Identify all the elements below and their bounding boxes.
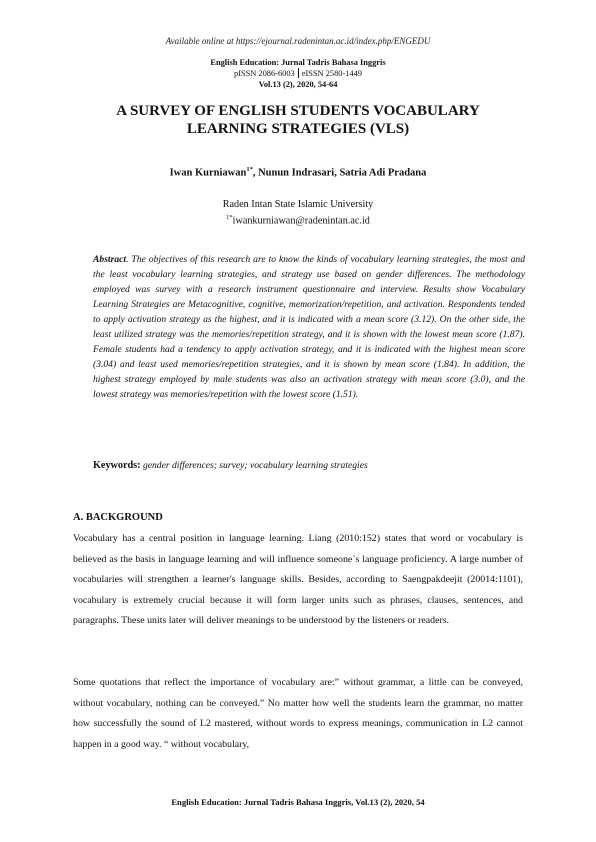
author-email[interactable]: iwankurniawan@radenintan.ac.id: [232, 215, 370, 227]
institution: Raden Intan State Islamic University: [222, 199, 374, 210]
issn-separator: [298, 68, 299, 78]
affiliation: [0, 198, 596, 227]
paper-title: [60, 103, 536, 138]
eissn: eISSN 2580-1449: [301, 69, 362, 78]
title-line-1: A SURVEY OF ENGLISH STUDENTS VOCABULARY: [116, 103, 480, 119]
author-list: [0, 166, 596, 179]
issn-line: [0, 68, 596, 79]
title-line-2: LEARNING STRATEGIES (VLS): [186, 120, 410, 137]
other-authors: , Nunun Indrasari, Satria Adi Pradana: [252, 167, 427, 179]
page-footer: English Education: Jurnal Tadris Bahasa Inggris, Vol.13 (2), 2020, 54: [171, 797, 425, 807]
body-paragraph-1: Vocabulary has a central position in language learning. Liang (2010:152) states that word or vocabulary is believed as the basis in language learning and will influence someone`s language proficiency. A large number of vocabularies will strengthen a learner's language skills. Besides, according to Saengpakdeejit (20014:1101), vocabulary is extremely crucial because it will form larger units such as phrases, clauses, sentences, and paragraphs. These units later will deliver meanings to be understood by the listeners or readers.: [73, 533, 523, 627]
availability-note: Available online at https://ejournal.radenintan.ac.id/index.php/ENGEDU: [165, 36, 431, 46]
abstract-text: . The objectives of this research are to know the kinds of vocabulary learning strategies, the most and the least vocabulary learning strategies, and strategy use based on gender differences. The methodology employed was survey with a research instrument questionnaire and interview. Results show Vocabulary Learning Strategies are Metacognitive, cognitive, memorization/repetition, and activation. Respondents tended to apply activation strategy as the highest, and it is indicated with a mean score (3.12). On the other side, the least utilized strategy was the memories/repetition strategy, and it is shown with the lowest mean score (1.87). Female students had a tendency to apply activation strategy, and it is indicated with the highest mean score (3.04) and least used memories/repetition strategies, and it is shown by mean score (1.84). In addition, the highest strategy employed by male students was also an activation strategy with mean score (3.0), and the lowest strategy was memories/repetition with the lowest score (1.51).: [93, 254, 525, 401]
keywords-label: Keywords:: [93, 460, 141, 471]
journal-info: [0, 57, 596, 90]
pissn: pISSN 2086-6003: [234, 69, 295, 78]
author-marker: 1*: [246, 166, 253, 173]
keywords: [93, 460, 525, 471]
section-heading: A. BACKGROUND: [73, 512, 163, 523]
journal-name: English Education: Jurnal Tadris Bahasa Inggris: [210, 58, 386, 67]
email-marker: 1*: [226, 214, 233, 221]
volume-info: Vol.13 (2), 2020, 54-64: [258, 80, 338, 89]
abstract: [93, 252, 525, 402]
body-paragraph-2: Some quotations that reflect the importance of vocabulary are:” without grammar, a little can be conveyed, without vocabulary, nothing can be conveyed.” No matter how well the students learn the grammar, no matter how successfully the sound of L2 mastered, without words to express meanings, communication in L2 cannot happen in a good way. “ without vocabulary,: [73, 677, 523, 750]
email-line: [0, 211, 596, 227]
first-author: Iwan Kurniawan: [169, 167, 247, 179]
keywords-text: gender differences; survey; vocabulary learning strategies: [140, 460, 368, 471]
abstract-label: Abstract: [93, 254, 127, 265]
